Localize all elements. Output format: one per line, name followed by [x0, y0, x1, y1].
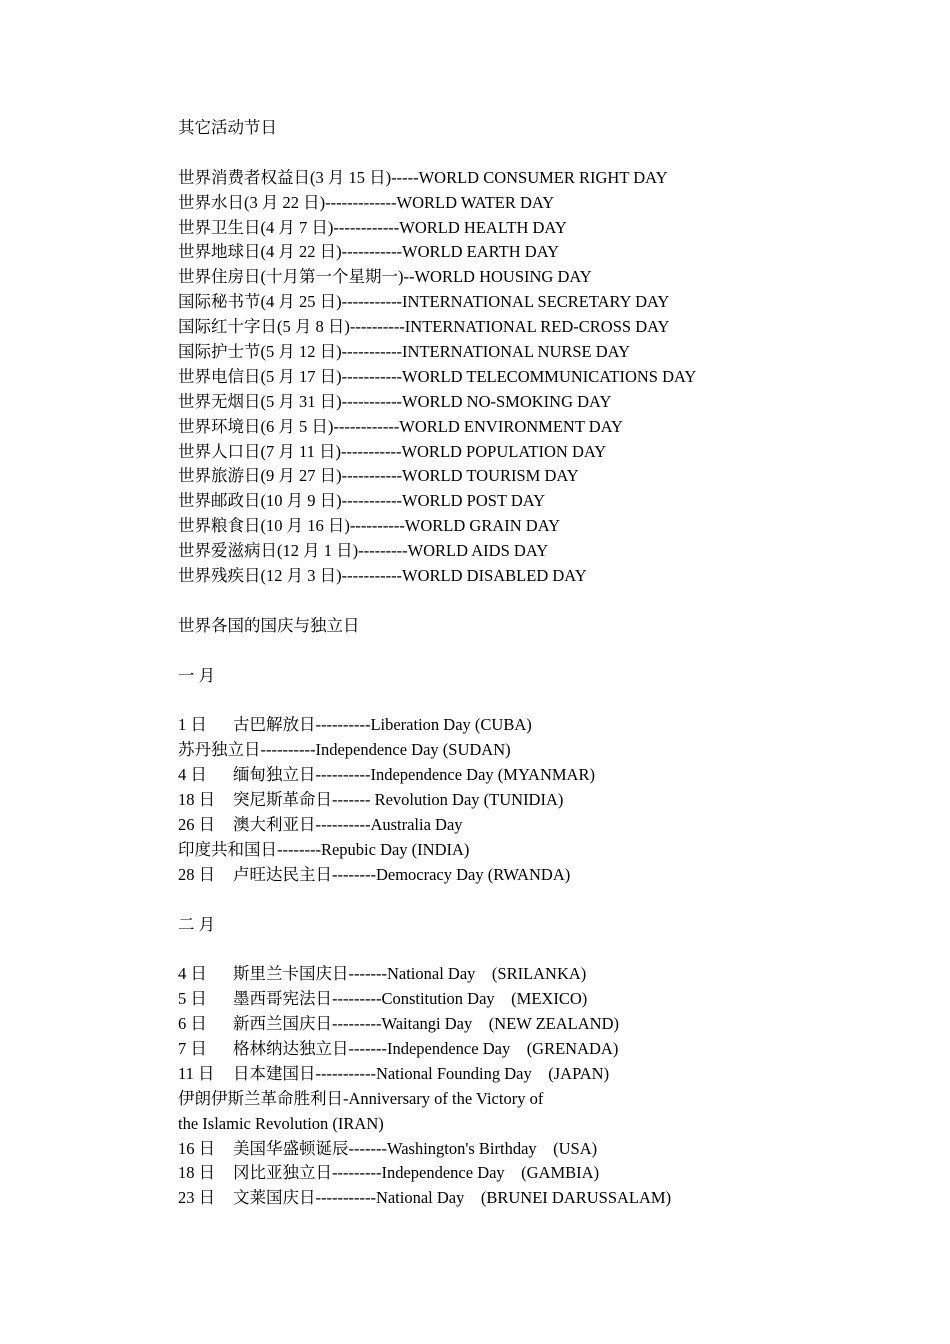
- blank-line: [178, 141, 898, 166]
- entry-text: 美国华盛顿诞辰-------Washington's Birthday (USA): [233, 1138, 598, 1158]
- list-item: 世界卫生日(4 月 7 日)------------WORLD HEALTH DAY: [178, 217, 567, 237]
- list-item: [178, 1161, 898, 1186]
- list-item: 国际红十字日(5 月 8 日)----------INTERNATIONAL RED-CROSS DAY: [178, 317, 670, 337]
- day-label: 4 日: [178, 765, 207, 785]
- day-label: 26 日: [178, 814, 216, 834]
- list-item: 世界人口日(7 月 11 日)-----------WORLD POPULATION DAY: [178, 441, 607, 461]
- entry-text: 新西兰国庆日---------Waitangi Day (NEW ZEALAND): [233, 1014, 620, 1034]
- month-heading-february: 二 月: [178, 914, 216, 934]
- day-label: 28 日: [178, 864, 216, 884]
- list-item: 世界消费者权益日(3 月 15 日)-----WORLD CONSUMER RIGHT DAY: [178, 167, 668, 187]
- entry-text: 突尼斯革命日------- Revolution Day (TUNIDIA): [233, 790, 564, 810]
- list-item: 世界水日(3 月 22 日)-------------WORLD WATER DAY: [178, 192, 555, 212]
- blank-line: [178, 639, 898, 664]
- entry-text: 冈比亚独立日---------Independence Day (GAMBIA): [233, 1163, 600, 1183]
- list-item: 国际护士节(5 月 12 日)-----------INTERNATIONAL NURSE DAY: [178, 342, 630, 362]
- entry-text: 格林纳达独立日-------Independence Day (GRENADA): [233, 1038, 619, 1058]
- entry-text: 日本建国日-----------National Founding Day (JAPAN): [233, 1063, 610, 1083]
- january-list: [178, 713, 898, 887]
- list-item: [178, 813, 898, 838]
- list-item: 世界邮政日(10 月 9 日)-----------WORLD POST DAY: [178, 491, 546, 511]
- blank-line: [178, 589, 898, 614]
- entry-text: 卢旺达民主日--------Democracy Day (RWANDA): [233, 864, 571, 884]
- blank-line: [178, 888, 898, 913]
- list-item: 世界爱滋病日(12 月 1 日)---------WORLD AIDS DAY: [178, 541, 549, 561]
- list-item: 世界地球日(4 月 22 日)-----------WORLD EARTH DAY: [178, 242, 560, 262]
- day-label: 4 日: [178, 964, 207, 984]
- blank-line: [178, 688, 898, 713]
- day-label: 18 日: [178, 790, 216, 810]
- entry-text: 文莱国庆日-----------National Day (BRUNEI DARUSSALAM): [233, 1188, 672, 1208]
- list-item: [178, 1087, 898, 1112]
- blank-line: [178, 937, 898, 962]
- list-item: [178, 788, 898, 813]
- entry-text: 墨西哥宪法日---------Constitution Day (MEXICO): [233, 989, 588, 1009]
- list-item: [178, 962, 898, 987]
- section-heading-national-days: 世界各国的国庆与独立日: [178, 615, 360, 635]
- entry-text: the Islamic Revolution (IRAN): [178, 1113, 384, 1133]
- entry-text: 古巴解放日----------Liberation Day (CUBA): [233, 715, 532, 735]
- day-label: 18 日: [178, 1163, 216, 1183]
- list-item: 世界环境日(6 月 5 日)------------WORLD ENVIRONMENT DAY: [178, 416, 623, 436]
- world-days-list: [178, 166, 898, 589]
- day-label: 11 日: [178, 1063, 215, 1083]
- february-list: [178, 962, 898, 1211]
- list-item: 世界粮食日(10 月 16 日)----------WORLD GRAIN DAY: [178, 516, 561, 536]
- month-heading-january: 一 月: [178, 665, 216, 685]
- entry-text: 斯里兰卡国庆日-------National Day (SRILANKA): [233, 964, 587, 984]
- entry-text: 伊朗伊斯兰革命胜利日-Anniversary of the Victory of: [178, 1088, 544, 1108]
- entry-text: 苏丹独立日----------Independence Day (SUDAN): [178, 740, 511, 760]
- day-label: 6 日: [178, 1014, 207, 1034]
- list-item: 世界电信日(5 月 17 日)-----------WORLD TELECOMMUNICATIONS DAY: [178, 366, 697, 386]
- list-item: [178, 1137, 898, 1162]
- list-item: 世界残疾日(12 月 3 日)-----------WORLD DISABLED DAY: [178, 566, 587, 586]
- list-item: 国际秘书节(4 月 25 日)-----------INTERNATIONAL SECRETARY DAY: [178, 292, 670, 312]
- entry-text: 缅甸独立日----------Independence Day (MYANMAR): [233, 765, 595, 785]
- day-label: 1 日: [178, 715, 207, 735]
- list-item: [178, 1112, 898, 1137]
- section-heading-other-days: 其它活动节日: [178, 118, 277, 137]
- day-label: 5 日: [178, 989, 207, 1009]
- list-item: [178, 763, 898, 788]
- list-item: 世界旅游日(9 月 27 日)-----------WORLD TOURISM DAY: [178, 466, 579, 486]
- day-label: 7 日: [178, 1038, 207, 1058]
- list-item: [178, 1186, 898, 1211]
- list-item: [178, 838, 898, 863]
- day-label: 16 日: [178, 1138, 216, 1158]
- list-item: [178, 713, 898, 738]
- entry-text: 印度共和国日--------Repubic Day (INDIA): [178, 839, 470, 859]
- list-item: [178, 987, 898, 1012]
- list-item: [178, 1037, 898, 1062]
- entry-text: 澳大利亚日----------Australia Day: [233, 814, 463, 834]
- list-item: [178, 1012, 898, 1037]
- list-item: [178, 863, 898, 888]
- document-body: [178, 116, 898, 1211]
- list-item: [178, 1062, 898, 1087]
- list-item: 世界无烟日(5 月 31 日)-----------WORLD NO-SMOKING DAY: [178, 391, 612, 411]
- day-label: 23 日: [178, 1188, 216, 1208]
- list-item: [178, 738, 898, 763]
- list-item: 世界住房日(十月第一个星期一)--WORLD HOUSING DAY: [178, 267, 592, 287]
